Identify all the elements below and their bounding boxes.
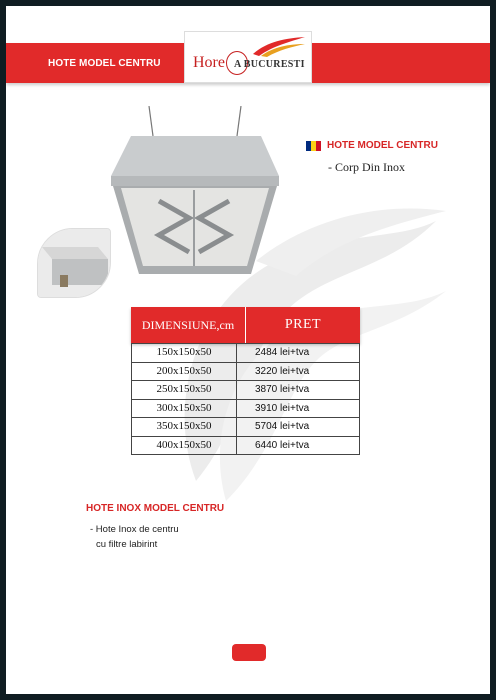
spec-title: HOTE MODEL CENTRU	[327, 140, 438, 151]
section-description	[90, 522, 179, 552]
table-row	[132, 436, 359, 455]
cell-price: 6440 lei+tva	[255, 439, 310, 451]
logo-text-bucuresti: A BUCURESTI	[234, 59, 305, 70]
table-row	[132, 344, 359, 362]
description-line-1: - Hote Inox de centru	[90, 524, 179, 535]
hood-product-image	[101, 106, 281, 281]
description-line-2: cu filtre labirint	[96, 539, 158, 550]
section-title: HOTE INOX MODEL CENTRU	[86, 503, 225, 514]
page-number-tab	[232, 644, 266, 661]
table-body	[131, 343, 360, 455]
cell-dimension: 400x150x50	[132, 437, 237, 455]
cell-price: 5704 lei+tva	[255, 421, 310, 432]
price-table	[131, 307, 360, 455]
romania-flag-icon	[306, 141, 321, 151]
cell-price: 3220 lei+tva	[255, 365, 310, 377]
hood-detail-image	[37, 228, 111, 298]
spec-heading	[306, 140, 438, 151]
cell-price: 3870 lei+tva	[255, 384, 310, 395]
banner-title: HOTE MODEL CENTRU	[48, 58, 161, 69]
table-row	[132, 399, 359, 418]
cell-price: 2484 lei+tva	[255, 347, 310, 358]
table-row	[132, 417, 359, 436]
horeca-logo	[184, 31, 312, 83]
spec-subtitle: - Corp Din Inox	[328, 160, 405, 174]
cell-price: 3910 lei+tva	[255, 402, 310, 414]
table-row	[132, 380, 359, 399]
logo-flame-icon	[251, 34, 307, 58]
logo-text-hore: Hore	[193, 54, 225, 71]
cell-dimension: 150x150x50	[132, 344, 237, 362]
header-dimensiune: DIMENSIUNE,cm	[131, 307, 246, 343]
header-pret: PRET	[284, 317, 322, 332]
catalog-page	[6, 6, 490, 694]
table-header	[131, 307, 360, 343]
cell-dimension: 300x150x50	[132, 400, 237, 418]
table-row	[132, 362, 359, 381]
cell-dimension: 250x150x50	[132, 381, 237, 399]
cell-dimension: 350x150x50	[132, 418, 237, 436]
cell-dimension: 200x150x50	[132, 363, 237, 381]
